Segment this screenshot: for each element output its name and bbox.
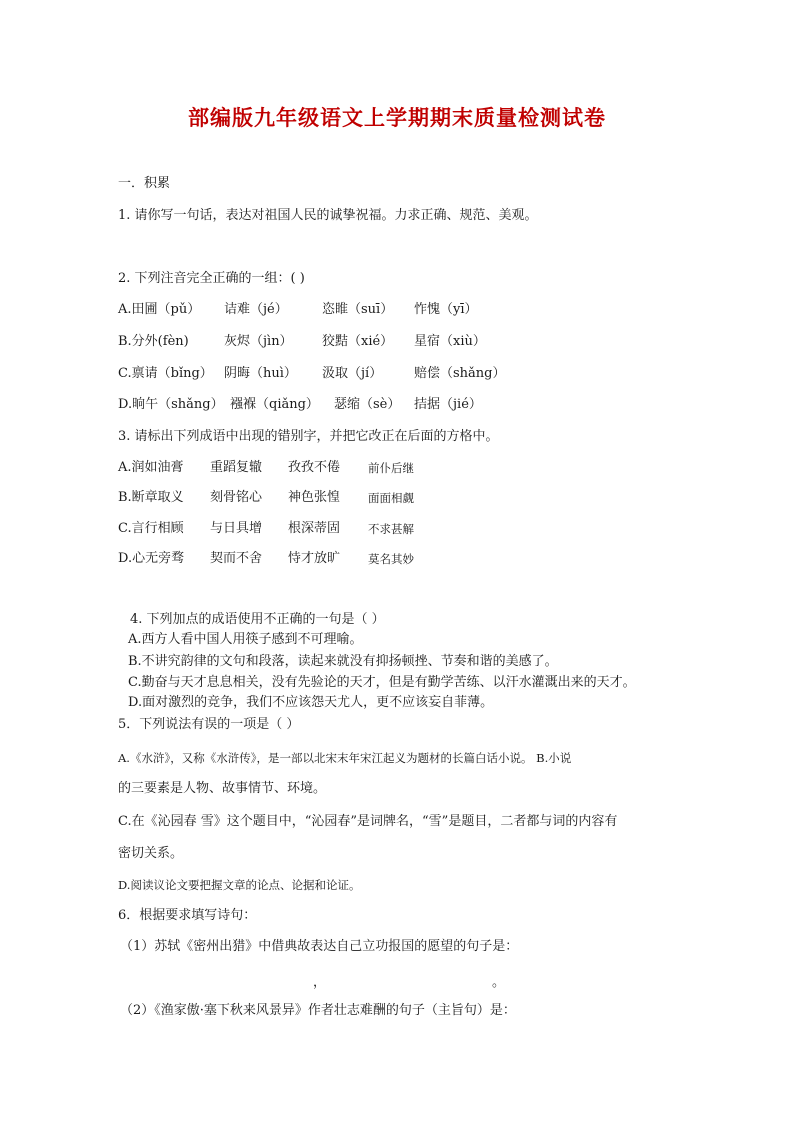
option-cell: 重蹈复辙 <box>210 460 263 475</box>
option-cell: 不求甚解 <box>368 522 414 536</box>
option-cell: 前仆后继 <box>368 461 414 475</box>
section-heading: 一．积累 <box>118 176 171 191</box>
question-5-option-a: A.《水浒》，又称《水浒传》，是一部以北宋末年宋江起义为题材的长篇白话小说。 B.小说 <box>118 751 572 765</box>
option-cell: 莫名其妙 <box>368 552 414 566</box>
option-cell: C.言行相顾 <box>118 521 184 536</box>
option-cell: 汲取（jí） <box>322 366 383 381</box>
option-cell: 星宿（xiù） <box>414 334 486 349</box>
option-cell: D.心无旁骛 <box>118 551 185 566</box>
answer-blank-comma: ， <box>313 975 327 990</box>
question-6-stem: 6．根据要求填写诗句： <box>118 908 257 923</box>
question-5-option-d: D.阅读议论文要把握文章的论点、论据和论证。 <box>118 878 361 892</box>
option-cell: 赔偿（shǎng） <box>414 366 506 381</box>
option-cell: 恣睢（suī） <box>322 302 394 317</box>
option-cell: 瑟缩（sè） <box>334 397 401 412</box>
option-cell: 襁褓（qiǎng） <box>230 397 319 412</box>
question-4-option-d: D.面对激烈的竞争，我们不应该怨天尤人，更不应该妄自菲薄。 <box>128 695 494 710</box>
option-cell: 孜孜不倦 <box>288 460 341 475</box>
question-4-stem: 4. 下列加点的成语使用不正确的一句是（ ） <box>130 612 385 627</box>
option-cell: 恃才放旷 <box>288 551 341 566</box>
option-cell: 诘难（jé） <box>224 302 288 317</box>
option-cell: 面面相觑 <box>368 491 414 505</box>
question-4-option-b: B.不讲究韵律的文句和段落，读起来就没有抑扬顿挫、节奏和谐的美感了。 <box>128 654 558 669</box>
option-cell: 狡黠（xié） <box>322 334 394 349</box>
option-cell: A.田圃（pǔ） <box>118 302 201 317</box>
question-4-option-a: A.西方人看中国人用筷子感到不可理喻。 <box>128 632 363 647</box>
question-5-option-c: C.在《沁园春 雪》这个题目中，“沁园春”是词牌名，“雪”是题目，二者都与词的内容有 <box>118 814 618 829</box>
question-2-stem: 2. 下列注音完全正确的一组：( ) <box>118 271 305 286</box>
question-5-option-c-cont: 密切关系。 <box>118 846 184 861</box>
option-cell: 与日具增 <box>210 521 263 536</box>
option-cell: 刻骨铭心 <box>210 490 263 505</box>
option-cell: 灰烬（jìn） <box>224 334 293 349</box>
question-6-sub2: （2）《渔家傲·塞下秋来风景异》作者壮志难酬的句子（主旨句）是： <box>120 1003 516 1018</box>
option-cell: D.晌午（shǎng） <box>118 397 224 412</box>
exam-title: 部编版九年级语文上学期期末质量检测试卷 <box>188 105 606 130</box>
question-6-sub1: （1）苏轼《密州出猎》中借典故表达自己立功报国的愿望的句子是： <box>120 939 519 954</box>
option-cell: C.禀请（bǐng） <box>118 366 213 381</box>
option-cell: 怍愧（yī） <box>414 302 478 317</box>
option-cell: B.断章取义 <box>118 490 184 505</box>
option-cell: 契而不舍 <box>210 551 263 566</box>
option-cell: A.润如油膏 <box>118 460 184 475</box>
question-3-stem: 3. 请标出下列成语中出现的错别字，并把它改正在后面的方格中。 <box>118 429 499 444</box>
option-cell: 拮据（jié） <box>414 397 482 412</box>
answer-blank-period: 。 <box>492 975 506 990</box>
option-cell: 根深蒂固 <box>288 521 341 536</box>
option-cell: 神色张惶 <box>288 490 341 505</box>
question-1: 1. 请你写一句话，表达对祖国人民的诚挚祝福。力求正确、规范、美观。 <box>118 208 538 223</box>
option-cell: 阴晦（huì） <box>224 366 297 381</box>
option-cell: B.分外(fèn) <box>118 334 189 349</box>
question-5-stem: 5．下列说法有误的一项是（ ） <box>118 717 300 732</box>
question-5-option-b: 的三要素是人物、故事情节、环境。 <box>118 781 327 796</box>
question-4-option-c: C.勤奋与天才息息相关，没有先验论的天才，但是有勤学苦练、以汗水灌溉出来的天才。 <box>128 675 636 690</box>
